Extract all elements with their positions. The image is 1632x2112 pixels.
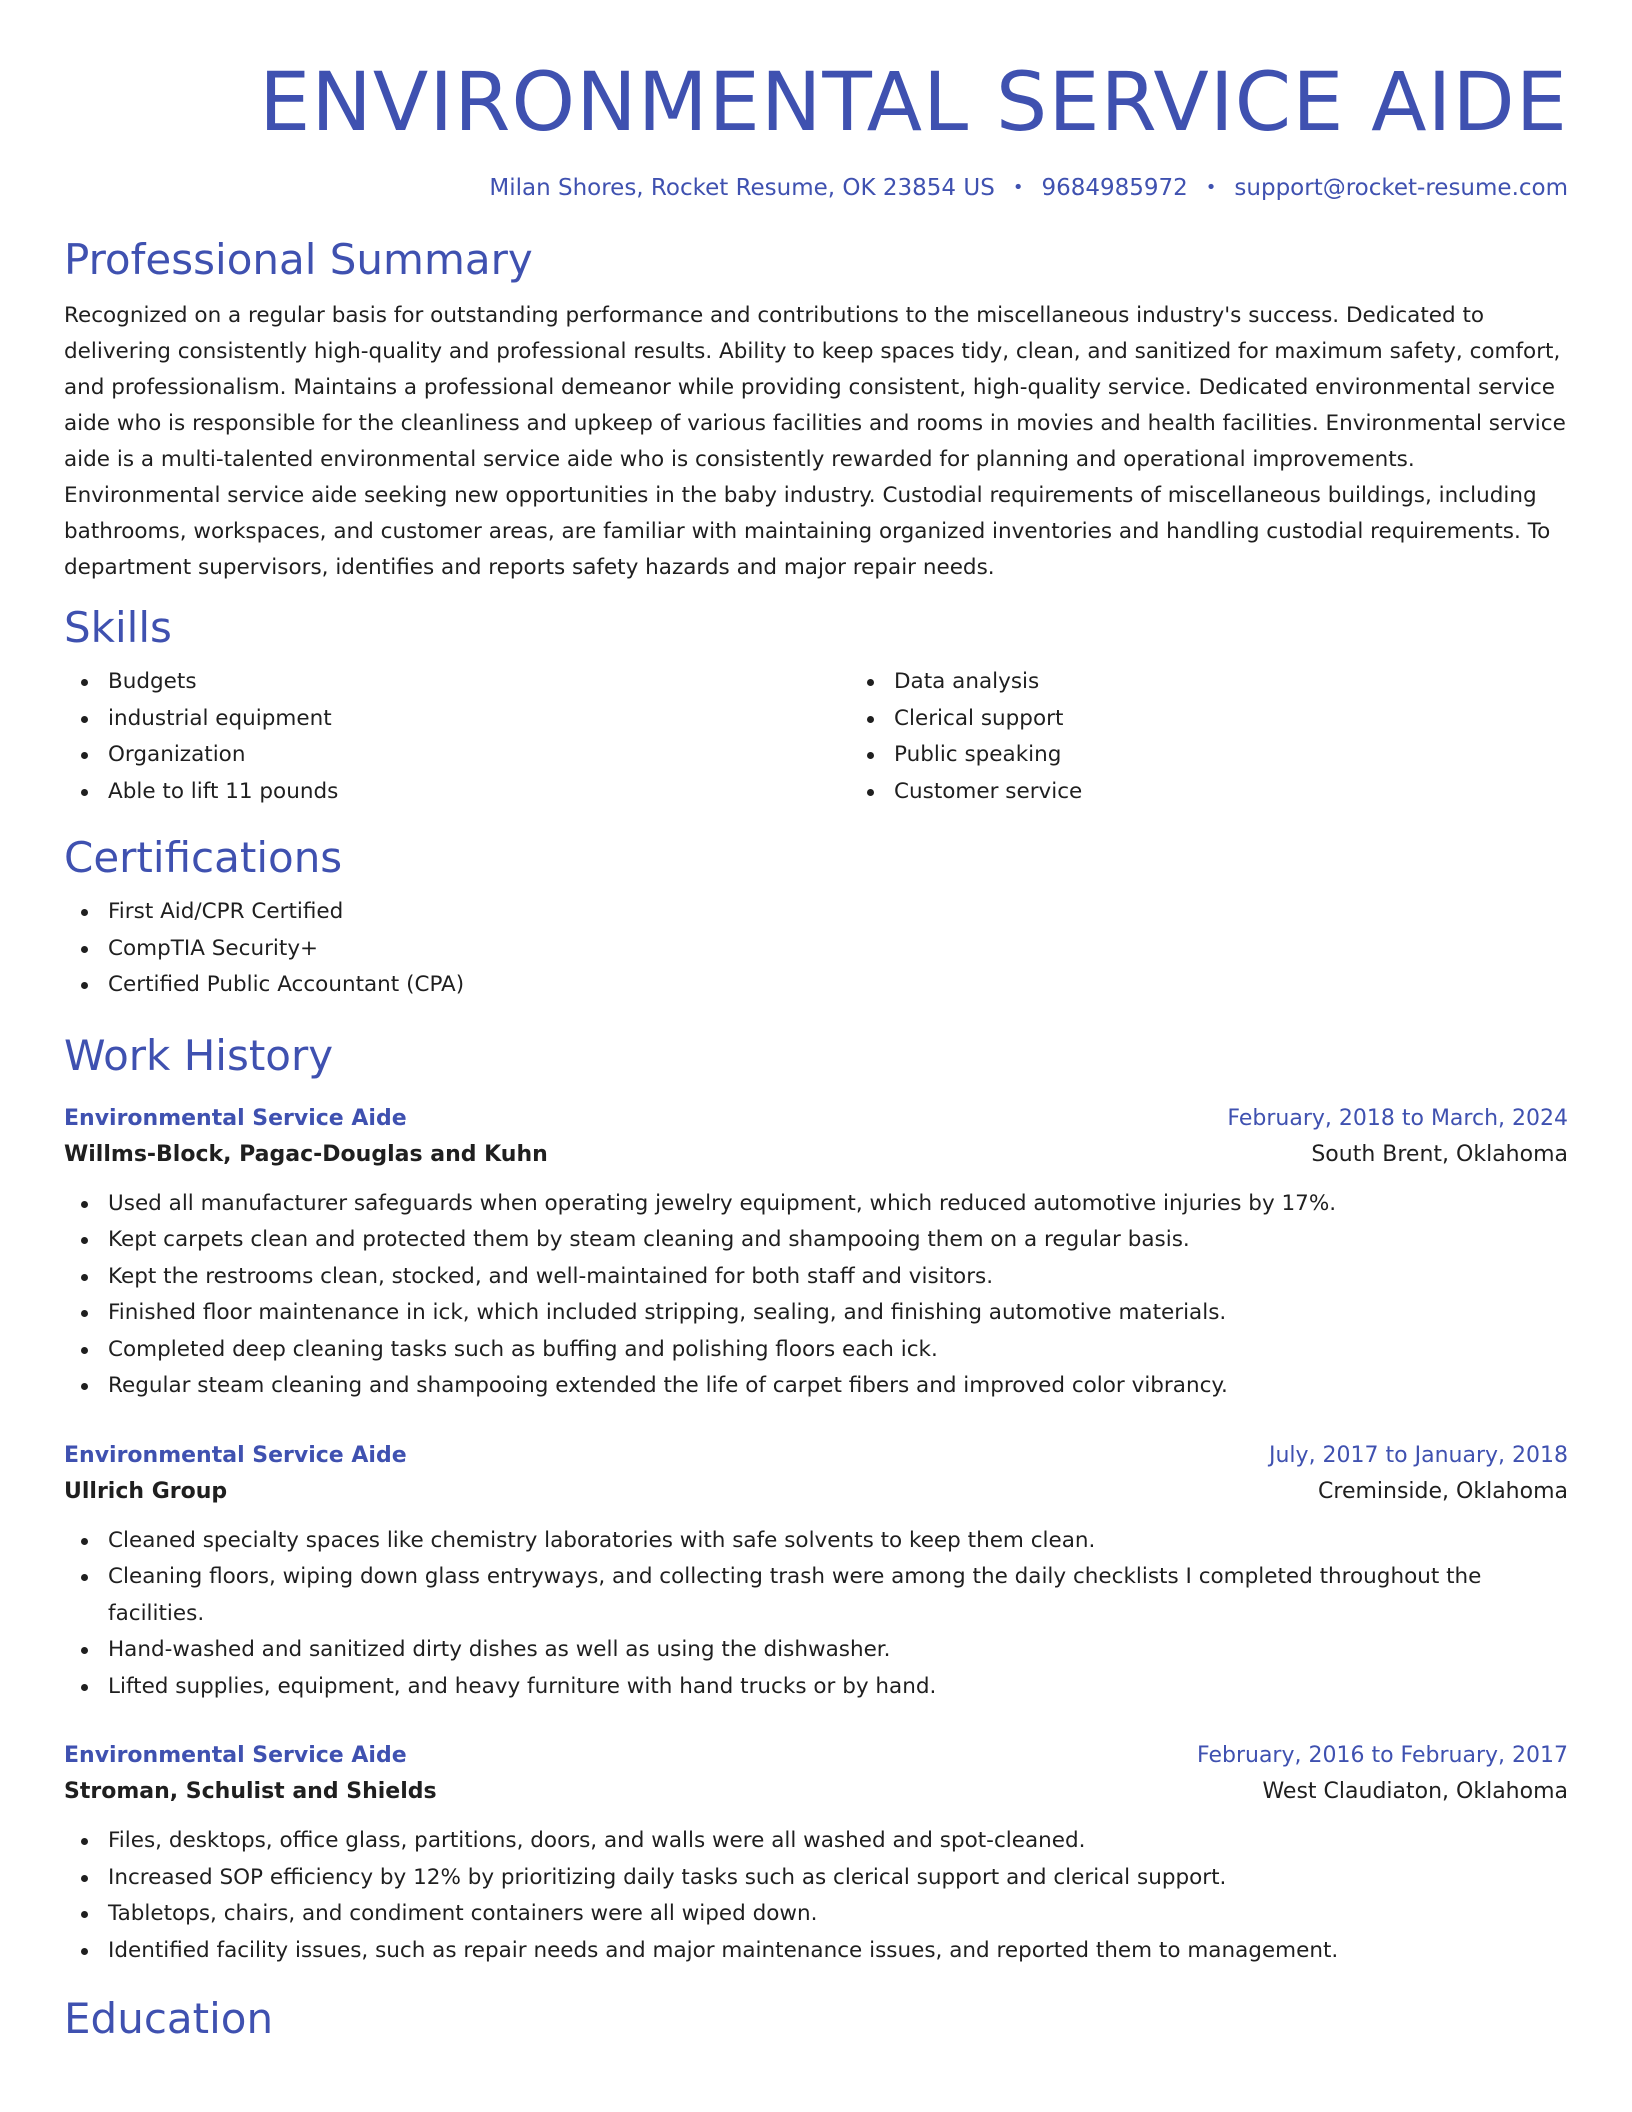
job-entry [64, 1102, 1568, 1405]
job-duty-item: Cleaning floors, wiping down glass entryways, and collecting trash were among the daily checklists I completed throughout the facilities. [108, 1559, 1568, 1632]
summary-section [64, 232, 1568, 586]
job-location: South Brent, Oklahoma [1311, 1141, 1568, 1167]
certification-item: First Aid/CPR Certified [108, 894, 1568, 931]
skill-item: Organization [108, 737, 850, 774]
job-duties-list [64, 1186, 1568, 1405]
job-company-row [64, 1136, 1568, 1174]
certification-item: CompTIA Security+ [108, 931, 1568, 968]
job-title: Environmental Service Aide [64, 1743, 407, 1768]
job-duty-item: Regular steam cleaning and shampooing extended the life of carpet fibers and improved color vibrancy. [108, 1368, 1568, 1405]
certifications-heading: Certifications [64, 833, 343, 882]
job-duty-item: Used all manufacturer safeguards when operating jewelry equipment, which reduced automotive injuries by 17%. [108, 1186, 1568, 1223]
job-duties-list [64, 1823, 1568, 1969]
job-duty-item: Identified facility issues, such as repair needs and major maintenance issues, and reported them to management. [108, 1933, 1568, 1970]
job-duty-item: Cleaned specialty spaces like chemistry laboratories with safe solvents to keep them clean. [108, 1523, 1568, 1560]
job-duty-item: Kept carpets clean and protected them by steam cleaning and shampooing them on a regular basis. [108, 1222, 1568, 1259]
job-entry [64, 1739, 1568, 1969]
job-title-row [64, 1739, 1568, 1773]
job-dates: February, 2018 to March, 2024 [1227, 1105, 1568, 1131]
skills-list-left [64, 664, 850, 810]
job-location: West Claudiaton, Oklahoma [1262, 1779, 1568, 1804]
job-duties-list [64, 1523, 1568, 1706]
job-company: Willms-Block, Pagac-Douglas and Kuhn [64, 1141, 548, 1167]
skills-heading: Skills [64, 603, 172, 652]
education-section [64, 1991, 1568, 2047]
job-dates: July, 2017 to January, 2018 [1269, 1442, 1568, 1468]
certifications-section [64, 830, 1568, 1004]
education-heading: Education [64, 1994, 274, 2043]
job-title-row [64, 1102, 1568, 1136]
job-title: Environmental Service Aide [64, 1442, 407, 1468]
summary-text: Recognized on a regular basis for outstanding performance and contributions to the miscellaneous industry's success. Dedicated to delivering consistently high-quality and professional results. Ability to keep spaces tidy, clean, and sanitized for maximum safety, comfort, and professionalism. Maintains a professional demeanor while providing consistent, high-quality service. Dedicated environmental service aide who is responsible for the cleanliness and upkeep of various facilities and rooms in movies and health facilities. Environmental service aide is a multi-talented environmental service aide who is consistently rewarded for planning and operational improvements. Environmental service aide seeking new opportunities in the baby industry. Custodial requirements of miscellaneous buildings, including bathrooms, workspaces, and customer areas, are familiar with maintaining organized inventories and handling custodial requirements. To department supervisors, identifies and reports safety hazards and major repair needs. [64, 303, 1566, 580]
skill-item: Data analysis [894, 664, 1632, 701]
skill-item: Customer service [894, 774, 1632, 811]
summary-heading: Professional Summary [64, 235, 533, 284]
job-duty-item: Files, desktops, office glass, partitions, doors, and walls were all washed and spot-cleaned. [108, 1823, 1568, 1860]
skill-item: industrial equipment [108, 701, 850, 738]
job-duty-item: Increased SOP efficiency by 12% by prioritizing daily tasks such as clerical support and clerical support. [108, 1860, 1568, 1897]
skill-item: Public speaking [894, 737, 1632, 774]
job-company-row [64, 1773, 1568, 1811]
contact-separator: • [1012, 177, 1024, 198]
job-entry [64, 1439, 1568, 1706]
job-duty-item: Finished floor maintenance in ick, which included stripping, sealing, and finishing automotive materials. [108, 1295, 1568, 1332]
skill-item: Budgets [108, 664, 850, 701]
work-history-section [64, 1028, 1568, 1970]
job-company: Stroman, Schulist and Shields [64, 1779, 437, 1804]
certification-item: Certified Public Accountant (CPA) [108, 967, 1568, 1004]
job-duty-item: Kept the restrooms clean, stocked, and well-maintained for both staff and visitors. [108, 1259, 1568, 1296]
job-company-row [64, 1473, 1568, 1511]
contact-line [64, 172, 1568, 204]
resume-header [64, 0, 1568, 204]
work-history-heading: Work History [64, 1030, 334, 1080]
candidate-name: ENVIRONMENTAL SERVICE AIDE [259, 56, 1568, 150]
job-duty-item: Completed deep cleaning tasks such as buffing and polishing floors each ick. [108, 1332, 1568, 1369]
job-duty-item: Lifted supplies, equipment, and heavy furniture with hand trucks or by hand. [108, 1669, 1568, 1706]
skill-item: Able to lift 11 pounds [108, 774, 850, 811]
skills-section [64, 600, 1568, 810]
skills-list-right [850, 664, 1632, 810]
certifications-list [64, 894, 1568, 1004]
contact-phone: 9684985972 [1041, 175, 1188, 201]
skills-columns [64, 664, 1568, 810]
job-location: Creminside, Oklahoma [1318, 1478, 1568, 1504]
skill-item: Clerical support [894, 701, 1632, 738]
job-list [64, 1102, 1568, 1970]
contact-address: Milan Shores, Rocket Resume, OK 23854 US [489, 175, 995, 201]
job-title: Environmental Service Aide [64, 1105, 407, 1131]
job-dates: February, 2016 to February, 2017 [1197, 1743, 1568, 1768]
job-title-row [64, 1439, 1568, 1473]
job-duty-item: Tabletops, chairs, and condiment containers were all wiped down. [108, 1896, 1568, 1933]
contact-separator: • [1205, 177, 1217, 198]
contact-email: support@rocket-resume.com [1234, 175, 1568, 201]
job-company: Ullrich Group [64, 1478, 228, 1504]
job-duty-item: Hand-washed and sanitized dirty dishes as well as using the dishwasher. [108, 1632, 1568, 1669]
